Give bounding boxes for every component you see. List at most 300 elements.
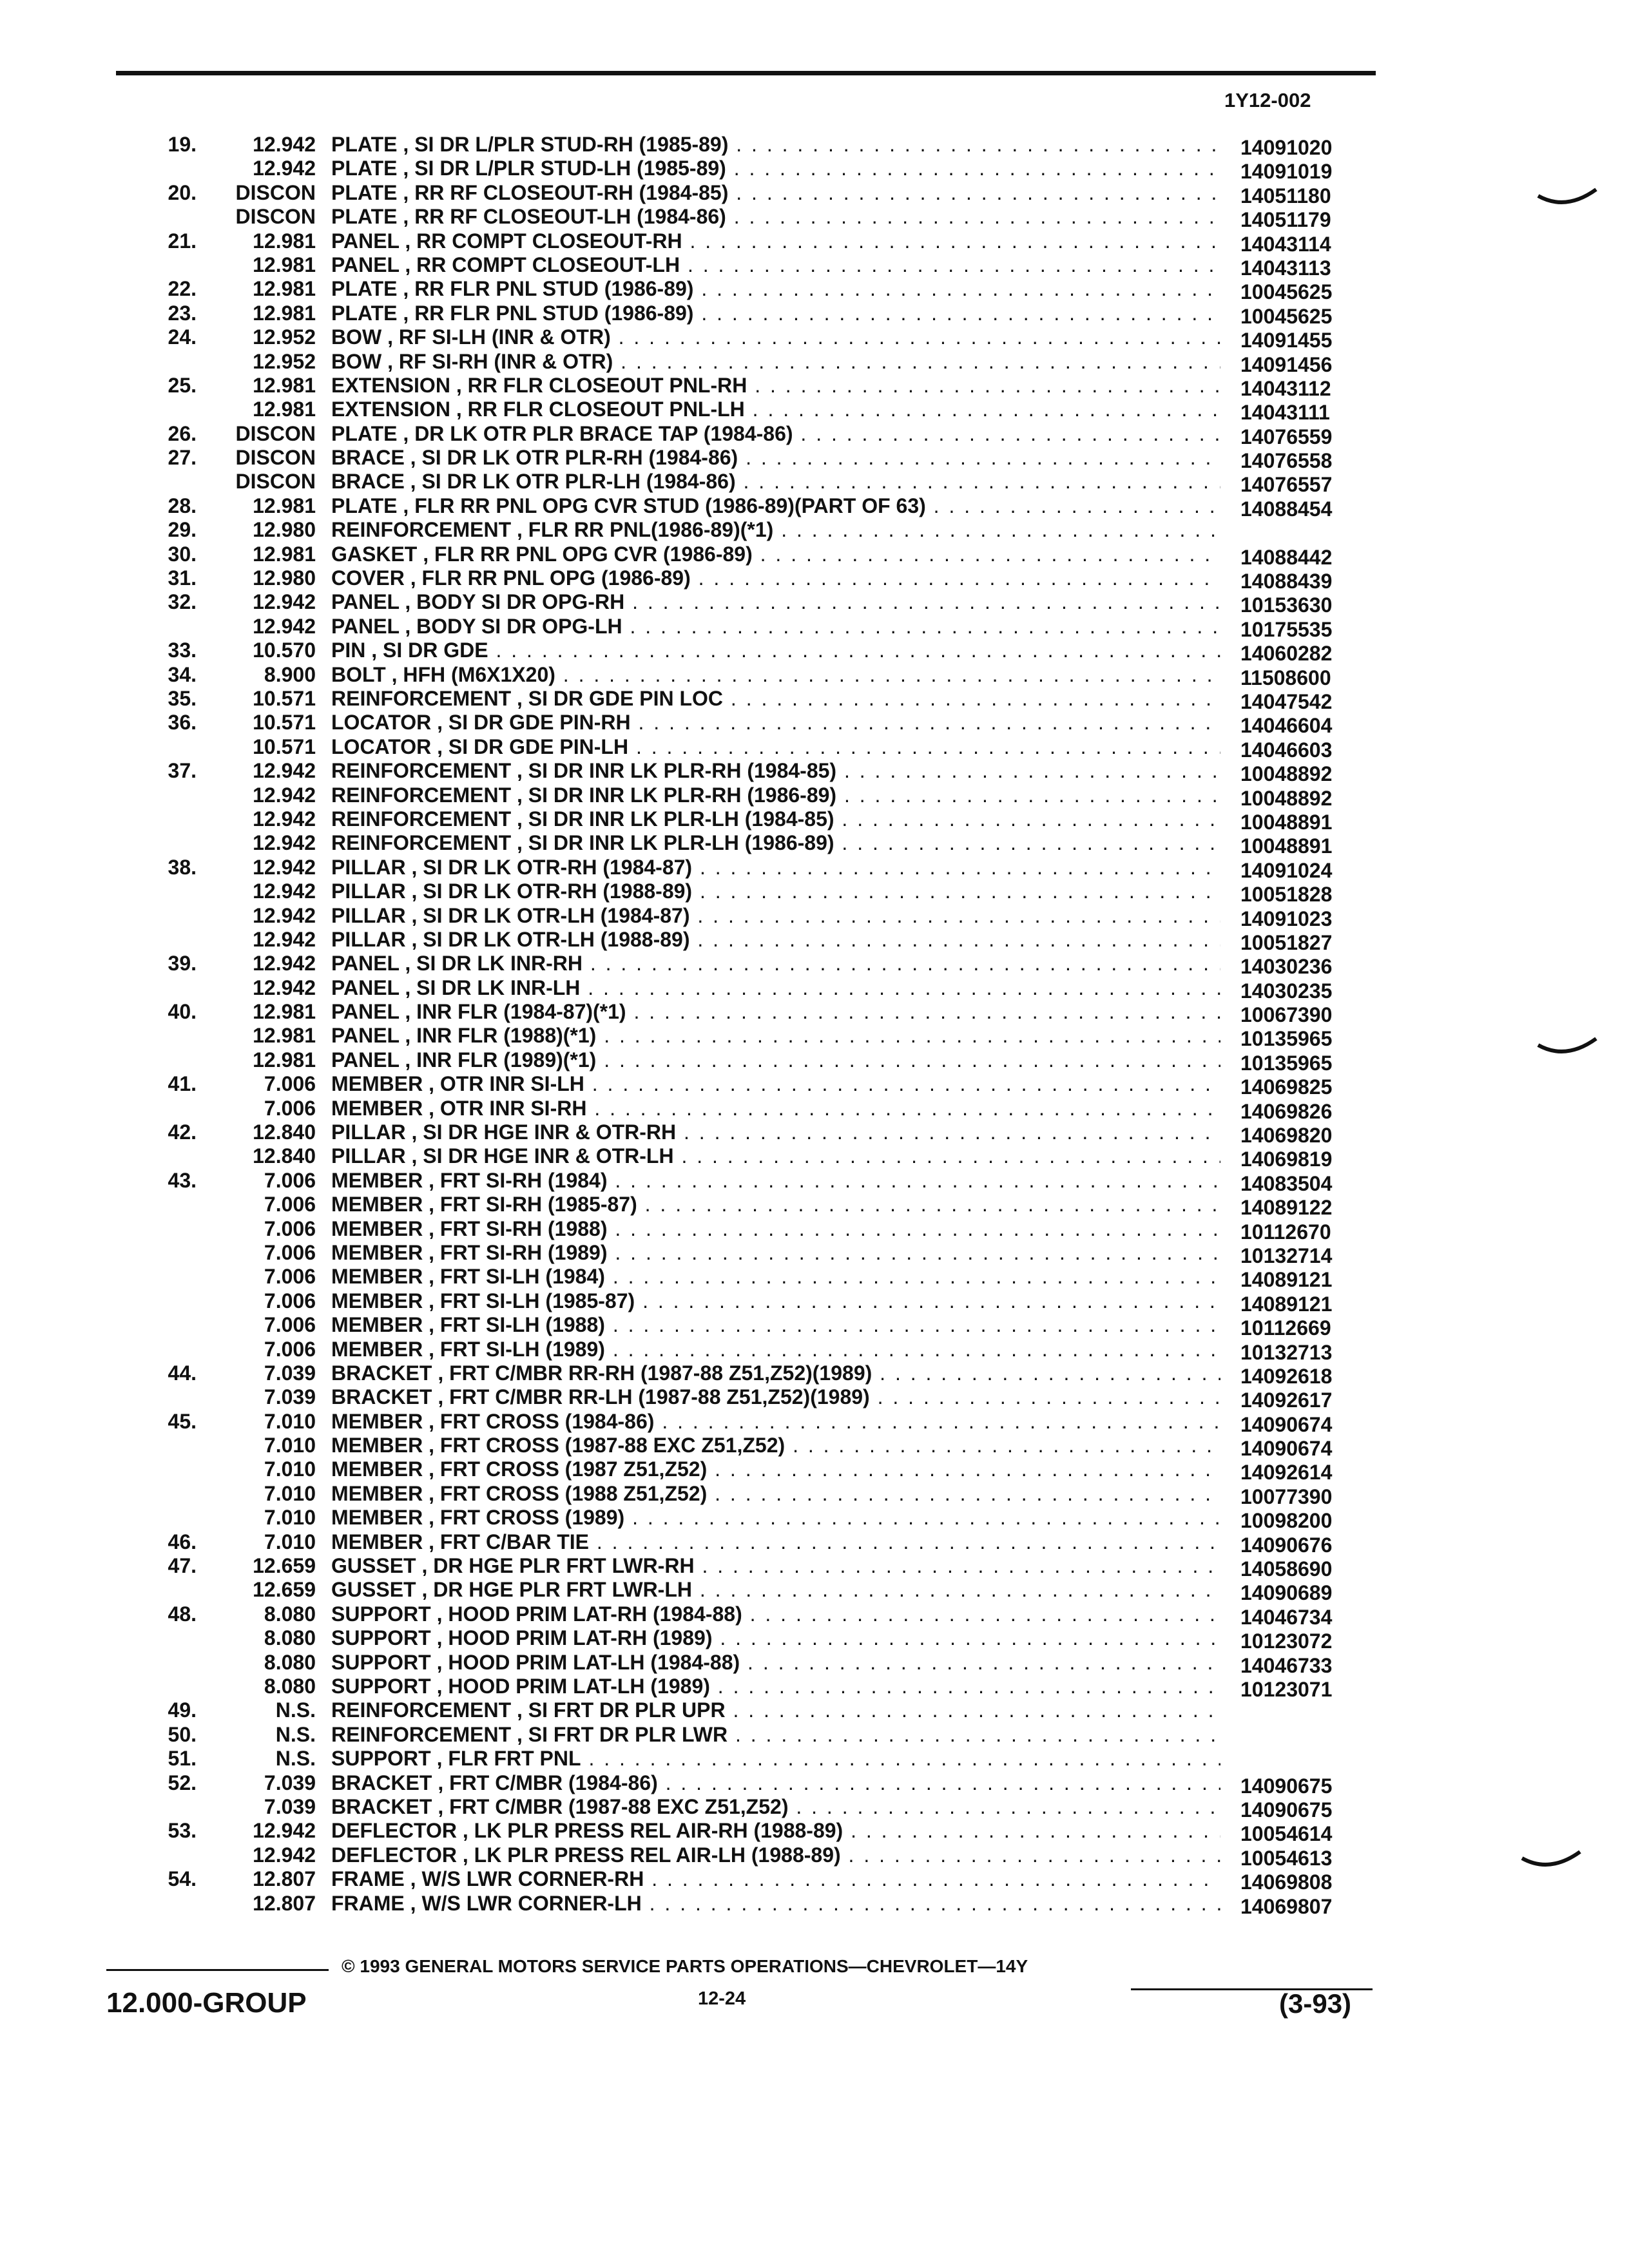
- part-row: [0, 1747, 1629, 1771]
- reference-number: 44.: [168, 1361, 197, 1385]
- part-description: REINFORCEMENT , SI DR GDE PIN LOC . . .: [331, 687, 1220, 711]
- group-number: 8.080: [264, 1650, 316, 1674]
- part-number: 10054613: [1240, 1846, 1333, 1870]
- part-description: PILLAR , SI DR LK OTR-RH (1988-89) . . .: [331, 879, 1220, 903]
- binder-tick-mark: [1537, 187, 1598, 213]
- group-number: 10.570: [253, 639, 316, 662]
- part-description: PLATE , RR FLR PNL STUD (1986-89) . . .: [331, 277, 1220, 301]
- reference-number: 33.: [168, 639, 197, 662]
- part-description: PANEL , INR FLR (1984-87)(*1) . . .: [331, 1000, 1220, 1024]
- group-number: 7.006: [264, 1240, 316, 1264]
- group-number: 12.981: [253, 373, 316, 397]
- group-number: 7.010: [264, 1457, 316, 1481]
- part-number: 14051179: [1240, 208, 1331, 232]
- group-number: 12.942: [253, 927, 316, 951]
- part-row: [0, 1096, 1629, 1123]
- part-number: 14069807: [1240, 1894, 1333, 1918]
- part-row: [0, 1241, 1629, 1265]
- part-number: 14076559: [1240, 425, 1333, 448]
- part-description: REINFORCEMENT , SI FRT DR PLR UPR . . .: [331, 1698, 1220, 1722]
- part-number: 14043113: [1240, 256, 1331, 280]
- part-row: [0, 1361, 1629, 1388]
- part-row: [0, 783, 1629, 810]
- part-number: 14091020: [1240, 136, 1333, 159]
- reference-number: 51.: [168, 1747, 197, 1771]
- part-number: 10054614: [1240, 1822, 1333, 1846]
- part-description: REINFORCEMENT , FLR RR PNL(1986-89)(*1) . . .: [331, 518, 1220, 542]
- part-number: 14091019: [1240, 160, 1333, 184]
- part-row: [0, 1434, 1629, 1461]
- reference-number: 40.: [168, 1000, 197, 1024]
- part-row: [0, 735, 1629, 762]
- group-number: DISCON: [235, 180, 316, 204]
- part-description: MEMBER , FRT SI-RH (1984) . . .: [331, 1169, 1220, 1193]
- reference-number: 28.: [168, 494, 197, 517]
- group-number: 12.981: [253, 398, 316, 421]
- group-number: 12.981: [253, 494, 316, 517]
- part-description: PLATE , SI DR L/PLR STUD-LH (1985-89) . . .: [331, 157, 1220, 180]
- part-row: [0, 1651, 1629, 1675]
- reference-number: 54.: [168, 1867, 197, 1891]
- part-row: [0, 542, 1629, 569]
- part-number: 14076557: [1240, 473, 1333, 497]
- part-number: 14083504: [1240, 1171, 1333, 1195]
- part-description: PILLAR , SI DR LK OTR-LH (1984-87) . . .: [331, 904, 1220, 928]
- part-row: [0, 1554, 1629, 1581]
- part-row: [0, 590, 1629, 617]
- parts-list: [0, 133, 1629, 1916]
- part-number: 14089121: [1240, 1292, 1333, 1316]
- part-row: [0, 1048, 1629, 1075]
- reference-number: 20.: [168, 180, 197, 204]
- part-row: [0, 494, 1629, 521]
- part-number: 10045625: [1240, 280, 1333, 304]
- part-description: PLATE , RR FLR PNL STUD (1986-89) . . .: [331, 302, 1220, 325]
- part-description: PANEL , INR FLR (1989)(*1) . . .: [331, 1048, 1220, 1072]
- reference-number: 42.: [168, 1120, 197, 1144]
- part-number: 10048892: [1240, 786, 1333, 810]
- part-number: 14088439: [1240, 570, 1333, 593]
- part-row: [0, 855, 1629, 882]
- part-row: [0, 1530, 1629, 1557]
- part-row: [0, 687, 1629, 711]
- part-number: 14090674: [1240, 1412, 1333, 1436]
- part-row: [0, 374, 1629, 398]
- part-number: 14030235: [1240, 979, 1333, 1003]
- part-number: 10051827: [1240, 930, 1333, 954]
- reference-number: 37.: [168, 759, 197, 783]
- part-description: GUSSET , DR HGE PLR FRT LWR-RH . . .: [331, 1554, 1220, 1578]
- group-number: 7.010: [264, 1481, 316, 1505]
- part-row: [0, 1072, 1629, 1099]
- part-row: [0, 446, 1629, 473]
- part-description: MEMBER , FRT SI-RH (1988) . . .: [331, 1217, 1220, 1241]
- part-number: 14069808: [1240, 1870, 1333, 1894]
- part-description: SUPPORT , HOOD PRIM LAT-RH (1989) . . .: [331, 1626, 1220, 1650]
- part-description: MEMBER , FRT C/BAR TIE . . .: [331, 1530, 1220, 1554]
- part-row: [0, 1265, 1629, 1292]
- reference-number: 46.: [168, 1530, 197, 1553]
- part-description: BRACKET , FRT C/MBR RR-LH (1987-88 Z51,Z52)(1989) . . .: [331, 1385, 1220, 1409]
- reference-number: 24.: [168, 325, 197, 349]
- part-number: 14076558: [1240, 449, 1333, 473]
- part-row: [0, 1578, 1629, 1605]
- group-number: 7.010: [264, 1434, 316, 1457]
- part-number: 14092614: [1240, 1461, 1333, 1485]
- part-description: PANEL , RR COMPT CLOSEOUT-RH . . .: [331, 229, 1220, 253]
- part-row: [0, 1675, 1629, 1701]
- group-number: 10.571: [253, 686, 316, 710]
- group-number: DISCON: [235, 446, 316, 470]
- part-number: 14092617: [1240, 1389, 1333, 1412]
- part-row: [0, 1216, 1629, 1244]
- part-row: [0, 1795, 1629, 1819]
- reference-number: 38.: [168, 855, 197, 879]
- part-description: REINFORCEMENT , SI DR INR LK PLR-RH (1984-85) . . .: [331, 759, 1220, 783]
- group-number: 10.571: [253, 711, 316, 735]
- part-number: 14046603: [1240, 738, 1333, 762]
- group-number: 7.010: [264, 1506, 316, 1530]
- reference-number: 31.: [168, 566, 197, 590]
- part-row: [0, 518, 1629, 542]
- group-number: 12.981: [253, 229, 316, 253]
- part-description: PILLAR , SI DR HGE INR & OTR-RH . . .: [331, 1120, 1220, 1144]
- group-number: 12.807: [253, 1891, 316, 1915]
- group-number: 7.006: [264, 1072, 316, 1096]
- group-number: 7.039: [264, 1771, 316, 1794]
- part-row: [0, 1457, 1629, 1485]
- part-row: [0, 1385, 1629, 1412]
- part-row: [0, 1506, 1629, 1533]
- part-description: LOCATOR , SI DR GDE PIN-LH . . .: [331, 735, 1220, 759]
- part-row: [0, 952, 1629, 979]
- part-row: [0, 1698, 1629, 1722]
- part-row: [0, 831, 1629, 858]
- reference-number: 34.: [168, 662, 197, 686]
- part-number: 14089121: [1240, 1268, 1333, 1292]
- part-row: [0, 566, 1629, 593]
- part-description: REINFORCEMENT , SI FRT DR PLR LWR . . .: [331, 1723, 1220, 1747]
- part-number: 10135965: [1240, 1027, 1333, 1051]
- part-number: 14069825: [1240, 1075, 1333, 1099]
- part-number: 11508600: [1240, 666, 1331, 689]
- group-number: N.S.: [275, 1722, 316, 1746]
- footer-rule-left: [106, 1969, 329, 1971]
- reference-number: 19.: [168, 133, 197, 156]
- part-number: 14088442: [1240, 545, 1333, 569]
- group-number: 12.980: [253, 518, 316, 542]
- part-number: 10132714: [1240, 1244, 1333, 1267]
- group-number: DISCON: [235, 421, 316, 445]
- group-number: 12.659: [253, 1554, 316, 1578]
- part-number: 14091024: [1240, 858, 1333, 882]
- part-description: PILLAR , SI DR LK OTR-RH (1984-87) . . .: [331, 856, 1220, 879]
- part-number: 14046733: [1240, 1653, 1333, 1677]
- part-description: SUPPORT , HOOD PRIM LAT-LH (1989) . . .: [331, 1675, 1220, 1698]
- group-number: 7.039: [264, 1385, 316, 1409]
- part-description: BOLT , HFH (M6X1X20) . . .: [331, 663, 1220, 687]
- part-number: 14090689: [1240, 1581, 1333, 1605]
- group-number: 12.942: [253, 157, 316, 180]
- part-description: BRACE , SI DR LK OTR PLR-LH (1984-86) . . .: [331, 470, 1220, 494]
- part-row: [0, 181, 1629, 205]
- part-description: MEMBER , FRT CROSS (1987 Z51,Z52) . . .: [331, 1457, 1220, 1481]
- part-row: [0, 1843, 1629, 1870]
- part-description: SUPPORT , HOOD PRIM LAT-LH (1984-88) . . .: [331, 1651, 1220, 1675]
- part-row: [0, 1120, 1629, 1148]
- part-row: [0, 879, 1629, 907]
- group-number: 12.942: [253, 952, 316, 975]
- group-number: 8.900: [264, 662, 316, 686]
- part-number: 14069820: [1240, 1124, 1333, 1148]
- part-description: MEMBER , FRT SI-RH (1985-87) . . .: [331, 1193, 1220, 1216]
- part-row: [0, 157, 1629, 184]
- group-number: 12.840: [253, 1144, 316, 1168]
- part-row: [0, 1337, 1629, 1364]
- part-row: [0, 229, 1629, 256]
- part-description: PLATE , FLR RR PNL OPG CVR STUD (1986-89)(PART OF 63) . . .: [331, 494, 1220, 518]
- group-number: 12.981: [253, 253, 316, 276]
- part-description: SUPPORT , HOOD PRIM LAT-RH (1984-88) . . .: [331, 1602, 1220, 1626]
- part-description: FRAME , W/S LWR CORNER-RH . . .: [331, 1867, 1220, 1891]
- group-number: 8.080: [264, 1602, 316, 1626]
- reference-number: 26.: [168, 421, 197, 445]
- group-number: 12.942: [253, 1843, 316, 1867]
- part-description: MEMBER , FRT CROSS (1988 Z51,Z52) . . .: [331, 1482, 1220, 1506]
- reference-number: 25.: [168, 373, 197, 397]
- part-number: 10153630: [1240, 593, 1333, 617]
- part-row: [0, 325, 1629, 352]
- group-number: 12.942: [253, 614, 316, 638]
- group-number: 12.981: [253, 542, 316, 566]
- group-number: 12.942: [253, 783, 316, 807]
- part-row: [0, 253, 1629, 280]
- part-number: 10135965: [1240, 1051, 1333, 1075]
- part-number: 14046734: [1240, 1605, 1333, 1629]
- part-number: 10112669: [1240, 1316, 1331, 1340]
- part-row: [0, 1024, 1629, 1051]
- reference-number: 29.: [168, 518, 197, 542]
- part-row: [0, 1723, 1629, 1747]
- part-description: REINFORCEMENT , SI DR INR LK PLR-RH (1986-89) . . .: [331, 783, 1220, 807]
- group-number: 12.981: [253, 1024, 316, 1048]
- part-description: MEMBER , FRT CROSS (1989) . . .: [331, 1506, 1220, 1530]
- part-description: GASKET , FLR RR PNL OPG CVR (1986-89) . . .: [331, 543, 1220, 566]
- part-row: [0, 1193, 1629, 1220]
- part-number: 10045625: [1240, 304, 1333, 328]
- group-number: 12.942: [253, 590, 316, 614]
- group-number: 12.981: [253, 1048, 316, 1072]
- part-description: EXTENSION , RR FLR CLOSEOUT PNL-RH . . .: [331, 374, 1220, 398]
- group-number: 12.952: [253, 349, 316, 373]
- part-number: 10112670: [1240, 1220, 1331, 1244]
- top-rule: [116, 71, 1376, 75]
- part-description: PANEL , INR FLR (1988)(*1) . . .: [331, 1024, 1220, 1048]
- part-number: 14030236: [1240, 955, 1333, 979]
- group-number: 7.039: [264, 1794, 316, 1818]
- part-number: 14069826: [1240, 1099, 1333, 1123]
- reference-number: 32.: [168, 590, 197, 614]
- reference-number: 22.: [168, 277, 197, 301]
- group-number: 7.006: [264, 1289, 316, 1312]
- group-number: 7.039: [264, 1361, 316, 1385]
- group-number: 12.942: [253, 133, 316, 156]
- part-row: [0, 639, 1629, 666]
- part-description: GUSSET , DR HGE PLR FRT LWR-LH . . .: [331, 1578, 1220, 1602]
- part-number: 14089122: [1240, 1196, 1333, 1220]
- group-number: DISCON: [235, 205, 316, 229]
- part-description: COVER , FLR RR PNL OPG (1986-89) . . .: [331, 566, 1220, 590]
- part-number: 14088454: [1240, 497, 1333, 521]
- part-number: 14090675: [1240, 1774, 1333, 1798]
- part-row: [0, 807, 1629, 834]
- part-number: 14047542: [1240, 689, 1333, 713]
- part-number: 10051828: [1240, 883, 1333, 907]
- reference-number: 41.: [168, 1072, 197, 1096]
- reference-number: 49.: [168, 1698, 197, 1722]
- part-description: FRAME , W/S LWR CORNER-LH . . .: [331, 1892, 1220, 1916]
- group-number: 12.807: [253, 1867, 316, 1891]
- reference-number: 43.: [168, 1168, 197, 1192]
- reference-number: 50.: [168, 1722, 197, 1746]
- page-code: 1Y12-002: [1224, 89, 1311, 111]
- part-row: [0, 1771, 1629, 1798]
- part-description: PLATE , SI DR L/PLR STUD-RH (1985-89) . . .: [331, 133, 1220, 157]
- part-number: 14090676: [1240, 1533, 1333, 1557]
- part-description: MEMBER , OTR INR SI-LH . . .: [331, 1072, 1220, 1096]
- part-description: PANEL , RR COMPT CLOSEOUT-LH . . .: [331, 253, 1220, 277]
- part-number: 10132713: [1240, 1340, 1333, 1364]
- group-number: 12.659: [253, 1578, 316, 1602]
- part-row: [0, 350, 1629, 374]
- group-number: 7.006: [264, 1096, 316, 1120]
- part-number: 10098200: [1240, 1509, 1333, 1533]
- reference-number: 52.: [168, 1771, 197, 1794]
- reference-number: 21.: [168, 229, 197, 253]
- part-row: [0, 928, 1629, 952]
- part-description: MEMBER , OTR INR SI-RH . . .: [331, 1097, 1220, 1120]
- part-description: SUPPORT , FLR FRT PNL . . .: [331, 1747, 1220, 1771]
- binder-tick-mark: [1537, 1036, 1598, 1062]
- part-description: PIN , SI DR GDE . . .: [331, 639, 1220, 662]
- part-row: [0, 1602, 1629, 1629]
- part-row: [0, 301, 1629, 328]
- reference-number: 45.: [168, 1409, 197, 1433]
- reference-number: 47.: [168, 1554, 197, 1578]
- group-number: 10.571: [253, 735, 316, 758]
- part-row: [0, 1482, 1629, 1506]
- group-number: 12.981: [253, 1000, 316, 1024]
- part-number: 10123072: [1240, 1629, 1333, 1653]
- group-number: 12.981: [253, 301, 316, 325]
- group-number: N.S.: [275, 1747, 316, 1771]
- part-description: LOCATOR , SI DR GDE PIN-RH . . .: [331, 711, 1220, 735]
- part-row: [0, 759, 1629, 786]
- part-description: BRACKET , FRT C/MBR (1987-88 EXC Z51,Z52) . . .: [331, 1795, 1220, 1819]
- group-number: 12.942: [253, 1819, 316, 1843]
- part-number: 10067390: [1240, 1003, 1333, 1027]
- group-number: 12.980: [253, 566, 316, 590]
- part-number: 14060282: [1240, 642, 1333, 666]
- group-number: 12.840: [253, 1120, 316, 1144]
- group-number: N.S.: [275, 1698, 316, 1722]
- reference-number: 35.: [168, 686, 197, 710]
- reference-number: 23.: [168, 301, 197, 325]
- part-row: [0, 1000, 1629, 1027]
- part-number: 14043111: [1240, 401, 1330, 425]
- part-number: 14046604: [1240, 714, 1333, 738]
- part-number: 14092618: [1240, 1364, 1333, 1388]
- part-number: 10175535: [1240, 617, 1333, 641]
- part-description: MEMBER , FRT SI-LH (1985-87) . . .: [331, 1289, 1220, 1313]
- part-number: 10077390: [1240, 1485, 1333, 1508]
- group-number: 7.010: [264, 1530, 316, 1553]
- part-row: [0, 470, 1629, 497]
- part-row: [0, 1892, 1629, 1916]
- part-number: 14051180: [1240, 184, 1331, 207]
- reference-number: 39.: [168, 952, 197, 975]
- part-row: [0, 1144, 1629, 1171]
- part-number: 14069819: [1240, 1148, 1333, 1171]
- part-number: 10123071: [1240, 1678, 1333, 1701]
- part-description: MEMBER , FRT SI-LH (1989) . . .: [331, 1338, 1220, 1361]
- part-description: BRACE , SI DR LK OTR PLR-RH (1984-86) . . .: [331, 446, 1220, 470]
- part-description: MEMBER , FRT CROSS (1987-88 EXC Z51,Z52) . . .: [331, 1434, 1220, 1457]
- part-row: [0, 975, 1629, 1003]
- reference-number: 48.: [168, 1602, 197, 1626]
- group-number: 7.006: [264, 1168, 316, 1192]
- part-description: BRACKET , FRT C/MBR RR-RH (1987-88 Z51,Z52)(1989) . . .: [331, 1361, 1220, 1385]
- group-number: 12.942: [253, 759, 316, 783]
- copyright-line: © 1993 GENERAL MOTORS SERVICE PARTS OPERATIONS—CHEVROLET—14Y: [342, 1956, 1028, 1976]
- part-number: 14043112: [1240, 376, 1331, 400]
- part-row: [0, 205, 1629, 232]
- part-number: 10048891: [1240, 810, 1333, 834]
- group-number: 12.942: [253, 879, 316, 903]
- part-row: [0, 1169, 1629, 1193]
- part-number: 10048891: [1240, 834, 1333, 858]
- reference-number: 53.: [168, 1819, 197, 1843]
- part-description: MEMBER , FRT SI-LH (1988) . . .: [331, 1313, 1220, 1337]
- part-description: BOW , RF SI-LH (INR & OTR) . . .: [331, 325, 1220, 349]
- part-row: [0, 904, 1629, 928]
- part-description: PANEL , BODY SI DR OPG-RH . . .: [331, 590, 1220, 614]
- reference-number: 36.: [168, 711, 197, 735]
- part-number: 10048892: [1240, 762, 1333, 786]
- group-number: 12.981: [253, 277, 316, 301]
- part-description: PLATE , DR LK OTR PLR BRACE TAP (1984-86) . . .: [331, 422, 1220, 446]
- part-row: [0, 1819, 1629, 1846]
- part-row: [0, 1626, 1629, 1653]
- part-description: REINFORCEMENT , SI DR INR LK PLR-LH (1986-89) . . .: [331, 831, 1220, 855]
- part-row: [0, 422, 1629, 446]
- group-number: 8.080: [264, 1626, 316, 1650]
- part-row: [0, 398, 1629, 425]
- binder-tick-mark: [1521, 1849, 1582, 1875]
- part-row: [0, 711, 1629, 738]
- edition-date: (3-93): [1279, 1988, 1352, 2019]
- group-number: 7.006: [264, 1216, 316, 1240]
- group-number: 7.006: [264, 1265, 316, 1289]
- part-description: PANEL , SI DR LK INR-LH . . .: [331, 976, 1220, 1000]
- part-description: MEMBER , FRT SI-RH (1989) . . .: [331, 1241, 1220, 1265]
- part-number: 14043114: [1240, 232, 1331, 256]
- group-number: 12.942: [253, 975, 316, 999]
- group-number: 7.010: [264, 1409, 316, 1433]
- reference-number: 30.: [168, 542, 197, 566]
- group-label: 12.000-GROUP: [106, 1987, 307, 2019]
- part-row: [0, 663, 1629, 687]
